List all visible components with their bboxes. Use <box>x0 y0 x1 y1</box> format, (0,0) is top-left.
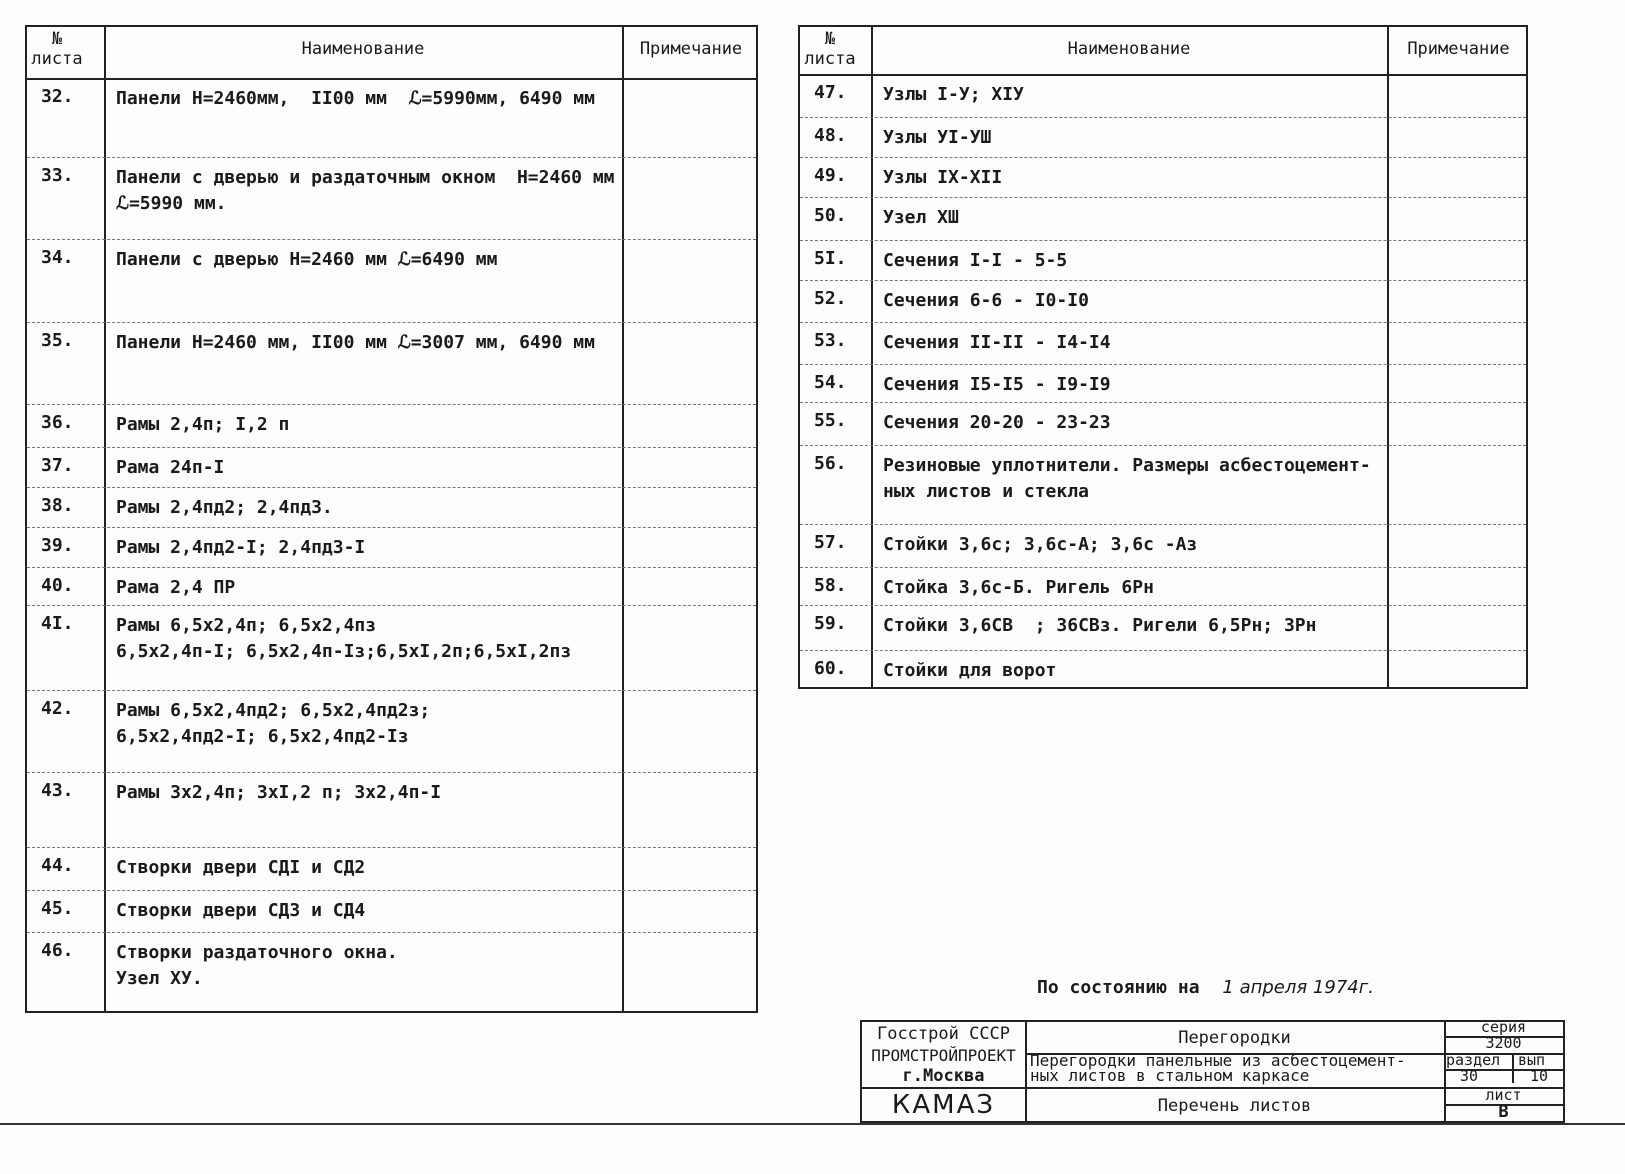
table-row <box>800 117 1526 158</box>
org-city: г.Москва <box>902 1066 985 1086</box>
sheet-number: 33. <box>41 165 74 186</box>
sheet-name: Узлы IX-XII <box>883 167 1003 188</box>
sheet-name: Сечения I-I - 5-5 <box>883 250 1068 271</box>
sheet-number: 48. <box>814 125 847 146</box>
table-row <box>27 527 756 568</box>
table-row <box>27 567 756 606</box>
sheet-name: Рамы 3х2,4п; 3хI,2 п; 3х2,4п-I <box>116 782 442 803</box>
table-row <box>27 772 756 848</box>
table-row <box>27 487 756 528</box>
series-label: серия <box>1480 1018 1527 1036</box>
issue-value: 10 <box>1530 1067 1549 1085</box>
section-value: 30 <box>1460 1067 1479 1085</box>
sheet-name: Сечения 6-6 - I0-I0 <box>883 290 1089 311</box>
table-row <box>27 605 756 691</box>
series-value: 3200 <box>1485 1034 1522 1052</box>
sheet-name: Панели с дверью и раздаточным окном Н=2460 мм ℒ=5990 мм. <box>116 167 615 214</box>
header-name: Наименование <box>1067 39 1191 59</box>
table-row <box>800 364 1526 403</box>
sheet-name: Панели Н=2460 мм, II00 мм ℒ=3007 мм, 6490 мм <box>116 332 595 353</box>
table-row <box>27 239 756 323</box>
table-header <box>27 27 756 80</box>
sheet-number: 34. <box>41 247 74 268</box>
sheet-name: Стойки 3,6с; 3,6с-А; 3,6с -Аз <box>883 534 1198 555</box>
org-name: Госстрой СССР <box>876 1024 1011 1044</box>
header-sheet-number: № листа <box>804 29 856 69</box>
sheet-number: 39. <box>41 535 74 556</box>
sheet-number: 58. <box>814 575 847 596</box>
sheet-number: 4I. <box>41 613 74 634</box>
sheet-name: Створки двери СДI и СД2 <box>116 857 366 878</box>
table-row <box>27 690 756 773</box>
table-row <box>800 402 1526 446</box>
sheet-number: 52. <box>814 288 847 309</box>
sheet-number: 5I. <box>814 248 847 269</box>
header-sheet-number: № листа <box>31 29 83 69</box>
table-row <box>800 197 1526 241</box>
sheet-name: Створки двери СД3 и СД4 <box>116 900 366 921</box>
table-row <box>800 157 1526 198</box>
sheet-list-right <box>798 25 1528 689</box>
table-row <box>27 932 756 1013</box>
sheet-number: 49. <box>814 165 847 186</box>
table-row <box>27 890 756 933</box>
sheet-number: 44. <box>41 855 74 876</box>
sheet-name: Сечения 20-20 - 23-23 <box>883 412 1111 433</box>
table-row <box>800 280 1526 323</box>
sheet-number: 53. <box>814 330 847 351</box>
status-label: По состоянию на <box>1037 977 1200 998</box>
table-row <box>800 322 1526 365</box>
sheet-name: Сечения I5-I5 - I9-I9 <box>883 374 1111 395</box>
sheet-number: 36. <box>41 412 74 433</box>
sheet-value: В <box>1498 1102 1509 1122</box>
table-header <box>800 27 1526 76</box>
sheet-name: Стойка 3,6с-Б. Ригель 6Рн <box>883 577 1154 598</box>
status-date: 1 апреля 1974г. <box>1222 977 1374 998</box>
sheet-name: Створки раздаточного окна. Узел ХУ. <box>116 942 398 989</box>
sheet-number: 50. <box>814 205 847 226</box>
sheet-number: 60. <box>814 658 847 679</box>
sheet-number: 35. <box>41 330 74 351</box>
sheet-name: Узлы УI-УШ <box>883 127 992 148</box>
header-name: Наименование <box>301 39 425 59</box>
sheet-number: 40. <box>41 575 74 596</box>
sheet-name: Рамы 2,4пд2-I; 2,4пд3-I <box>116 537 366 558</box>
sheet-name: Рама 2,4 ПР <box>116 577 236 598</box>
table-row <box>800 74 1526 118</box>
table-row <box>27 847 756 891</box>
sheet-name: Рамы 2,4пд2; 2,4пд3. <box>116 497 333 518</box>
table-row <box>27 447 756 488</box>
sheet-name: Стойки для ворот <box>883 660 1057 681</box>
sheet-name: Рамы 6,5х2,4пд2; 6,5х2,4пд2з; 6,5х2,4пд2-I; 6,5х2,4пд2-Iз <box>116 700 431 747</box>
table-row <box>800 240 1526 281</box>
table-row <box>27 78 756 158</box>
project-name: КАМАЗ <box>891 1090 996 1120</box>
sheet-name: Сечения II-II - I4-I4 <box>883 332 1111 353</box>
sheet-name: Рамы 6,5х2,4п; 6,5х2,4пз 6,5х2,4п-I; 6,5х2,4п-Iз;6,5хI,2п;6,5хI,2пз <box>116 615 572 662</box>
table-row <box>27 404 756 448</box>
section-label: раздел <box>1446 1051 1501 1069</box>
table-row <box>27 157 756 240</box>
sheet-number: 57. <box>814 532 847 553</box>
table-row <box>800 445 1526 525</box>
sheet-number: 55. <box>814 410 847 431</box>
status-line <box>1037 977 1374 998</box>
sheet-name: Узлы I-У; XIУ <box>883 84 1024 105</box>
sheet-list-left <box>25 25 758 1013</box>
sheet-number: 56. <box>814 453 847 474</box>
sheet-number: 37. <box>41 455 74 476</box>
sheet-name: Рамы 2,4п; I,2 п <box>116 414 290 435</box>
doc-subtitle: Перегородки панельные из асбестоцемент- ных листов в стальном каркасе <box>1030 1051 1406 1085</box>
sheet-number: 59. <box>814 613 847 634</box>
table-row <box>800 567 1526 606</box>
sheet-title: Перечень листов <box>1157 1096 1312 1116</box>
table-row <box>800 605 1526 651</box>
sheet-number: 42. <box>41 698 74 719</box>
table-row <box>800 524 1526 568</box>
bottom-border <box>0 1123 1625 1125</box>
table-row <box>800 650 1526 689</box>
sheet-number: 54. <box>814 372 847 393</box>
title-block <box>860 1020 1565 1123</box>
sheet-name: Узел XШ <box>883 207 959 228</box>
table-row <box>27 322 756 405</box>
sheet-name: Панели Н=2460мм, II00 мм ℒ=5990мм, 6490 мм <box>116 88 595 109</box>
org-institute: ПРОМСТРОЙПРОЕКТ <box>871 1046 1016 1065</box>
doc-title: Перегородки <box>1178 1028 1291 1048</box>
header-note: Примечание <box>1407 39 1510 59</box>
sheet-number: 45. <box>41 898 74 919</box>
header-note: Примечание <box>639 39 743 59</box>
sheet-name: Резиновые уплотнители. Размеры асбестоцемент- ных листов и стекла <box>883 455 1371 502</box>
sheet-name: Стойки 3,6СВ ; 36СВз. Ригели 6,5Рн; 3Рн <box>883 615 1317 636</box>
sheet-number: 47. <box>814 82 847 103</box>
sheet-number: 46. <box>41 940 74 961</box>
sheet-number: 43. <box>41 780 74 801</box>
sheet-name: Панели с дверью Н=2460 мм ℒ=6490 мм <box>116 249 498 270</box>
issue-label: вып <box>1518 1051 1546 1069</box>
sheet-number: 38. <box>41 495 74 516</box>
sheet-label: лист <box>1485 1086 1522 1104</box>
sheet-number: 32. <box>41 86 74 107</box>
sheet-name: Рама 24п-I <box>116 457 225 478</box>
